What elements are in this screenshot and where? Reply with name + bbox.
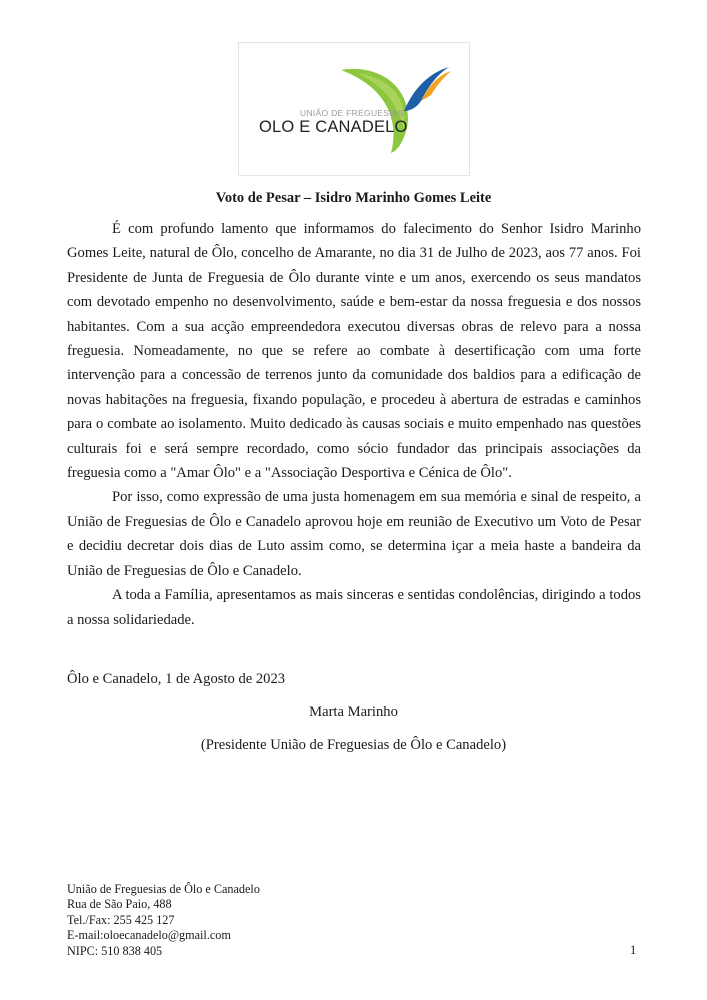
logo-name: OLO E CANADELO [259, 118, 408, 136]
paragraph: É com profundo lamento que informamos do falecimento do Senhor Isidro Marinho Gomes Leite, natural de Ôlo, concelho de Amarante, no dia 31 de Julho de 2023, aos 77 anos. Foi Presidente de Junta de Freguesia de Ôlo durante vinte e um anos, exercendo os seus mandatos com devotado empenho no desenvolvimento, saúde e bem-estar da nossa freguesia e dos nossos habitantes. Com a sua acção empreendedora executou diversas obras de relevo para a nossa freguesia. Nomeadamente, no que se refere ao combate à desertificação com uma forte intervenção para a concessão de terrenos junto da comunidade dos baldios para a edificação de novas habitações na freguesia, fixando população, e procedeu à abertura de estradas e caminhos para o combate ao isolamento. Muito dedicado às causas sociais e muito empenhado nas questões culturais foi e será sempre recordado, como sócio fundador das principais associações da freguesia como a "Amar Ôlo" e a "Associação Desportiva e Cénica de Ôlo". [67, 221, 641, 482]
paragraph: A toda a Família, apresentamos as mais sinceras e sentidas condolências, dirigindo a todos a nossa solidariedade. [67, 587, 641, 628]
page-number: 1 [630, 943, 637, 957]
document-title: Voto de Pesar – Isidro Marinho Gomes Leite [215, 190, 492, 206]
footer-address: Rua de São Paio, 488 [67, 897, 172, 912]
logo-subtitle: UNIÃO DE FREGUESIAS [300, 108, 404, 118]
signer-name: Marta Marinho [309, 704, 398, 720]
place-date: Ôlo e Canadelo, 1 de Agosto de 2023 [67, 671, 286, 687]
logo [238, 42, 470, 176]
footer-contact [67, 882, 260, 959]
footer-org: União de Freguesias de Ôlo e Canadelo [67, 882, 260, 896]
footer-nipc: NIPC: 510 838 405 [67, 943, 163, 958]
footer-phone: Tel./Fax: 255 425 127 [67, 912, 175, 927]
signer-role: (Presidente União de Freguesias de Ôlo e Canadelo) [200, 737, 507, 753]
document-body [67, 217, 641, 632]
footer-email: E-mail:oloecanadelo@gmail.com [67, 928, 231, 943]
paragraph: Por isso, como expressão de uma justa homenagem em sua memória e sinal de respeito, a União de Freguesias de Ôlo e Canadelo aprovou hoje em reunião de Executivo um Voto de Pesar e decidiu decretar dois dias de Luto assim como, se determina içar a meia haste a bandeira da União de Freguesias de Ôlo e Canadelo. [67, 489, 641, 579]
